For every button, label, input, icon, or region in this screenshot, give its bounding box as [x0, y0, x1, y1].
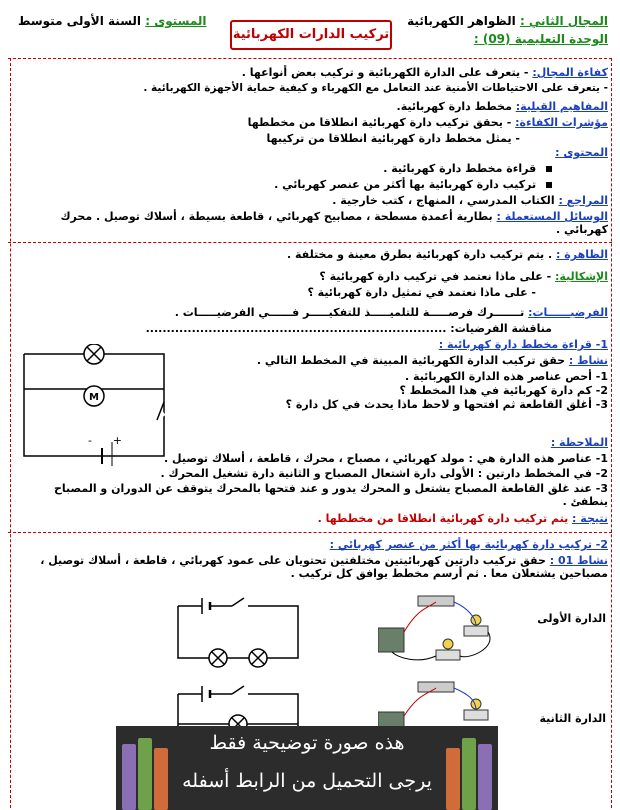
level-line: [18, 14, 207, 28]
content-label: المحتوى :: [555, 146, 608, 159]
indicators-line2: - يمثل مخطط دارة كهربائية انطلاقا من تركيبها: [266, 132, 520, 145]
circuit2-label: الدارة الثانية: [539, 712, 606, 725]
field-line: [407, 14, 608, 28]
minus-sign: -: [88, 434, 92, 447]
note-label: الملاحظة :: [550, 436, 608, 449]
motor-label: M: [89, 392, 99, 403]
content-item-2: تركيب دارة كهربائية بها أكثر من عنصر كهربائي .: [274, 178, 552, 191]
margin-line-left: [10, 58, 11, 808]
overlay-line1: هذه صورة توضيحية فقط: [209, 732, 405, 754]
section1-q3: 3- أغلق القاطعة ثم افتحها و لاحظ ماذا يحدث في كل دارة ؟: [285, 398, 608, 411]
level-value: السنة الأولى متوسط: [18, 14, 142, 28]
note-2: 2- في المخطط دارتين : الأولى دارة اشتعال المصباح و الثانية دارة تشغيل المحرك .: [160, 467, 608, 480]
level-label: المستوى :: [145, 14, 207, 28]
competence-label: كفاءة المجال:: [532, 66, 608, 79]
competence-line1: كفاءة المجال: - يتعرف على الدارة الكهربائية و تركيب بعض أنواعها .: [241, 66, 608, 79]
divider: [8, 242, 612, 243]
circuit1-photo: [378, 588, 508, 672]
section2-activity: نشاط 01 : حقق تركيب دارتين كهربائيتين مختلفتين تحتويان على عمود كهربائي ، قاطعة ، أسلاك توصيل ، مصباحين يشتعلان معا . ثم أرسم مخطط يوافق كل تركيب .: [40, 554, 608, 580]
note-1: 1- عناصر هذه الدارة هي : مولد كهربائي ، مصباح ، محرك ، قاطعة ، أسلاك توصيل .: [164, 452, 608, 465]
section2-title: 2- تركيب دارة كهربائية بها أكثر من عنصر كهربائي :: [329, 538, 608, 551]
margin-line-right: [611, 58, 612, 808]
indicators-line1: مؤشرات الكفاءة: - يحقق تركيب دارة كهربائية انطلاقا من مخططها: [247, 116, 608, 129]
lesson-sheet: [8, 8, 612, 808]
note-3: 3- عند غلق القاطعة المصباح يشتعل و المحرك يدور و عند فتحها بالمحرك يتوقف عن الدوران و المصباح ينطفئ .: [53, 482, 608, 508]
hypotheses: الفرضيــــــات: تـــــــرك فرصـــــة للتلميـــــذ للتفكيـــــر فــــــي الفرضيـــــات .: [174, 306, 608, 319]
circuit1-schematic: [168, 596, 308, 668]
tools: الوسائل المستعملة : بطارية أعمدة مسطحة ، مصابيح كهربائي ، قاطعة بسيطة ، أسلاك توصيل . محرك كهربائي .: [60, 210, 608, 236]
download-overlay-banner: [116, 726, 498, 810]
parallel-circuit-diagram: [14, 344, 174, 466]
prior-concepts: المفاهيم القبلية: مخطط دارة كهربائية.: [396, 100, 608, 113]
overlay-line2: يرجى التحميل من الرابط أسفله: [182, 770, 432, 792]
header: [8, 8, 612, 52]
field-value: الظواهر الكهربائية: [407, 14, 516, 28]
circuit1-label: الدارة الأولى: [537, 612, 606, 625]
competence-line2: - يتعرف على الاحتياطات الأمنية عند التعامل مع الكهرباء و كيفية حماية الأجهزة الكهربائية .: [143, 82, 608, 94]
content-item-1: قراءة مخطط دارة كهربائية .: [383, 162, 552, 175]
problem-line1: الإشكالية: - على ماذا نعتمد في تركيب دارة كهربائية ؟: [319, 270, 608, 283]
plus-sign: +: [112, 434, 122, 447]
section1-q1: 1- أحص عناصر هذه الدارة الكهربائية .: [405, 370, 608, 383]
section1-activity: نشاط : حقق تركيب الدارة الكهربائية المبينة في المخطط التالي .: [256, 354, 608, 367]
phenomenon: الظاهرة : . يتم تركيب دارة كهربائية بطرق معينة و مختلفة .: [286, 248, 608, 261]
problem-line2: - على ماذا نعتمد في تمثيل دارة كهربائية ؟: [307, 286, 536, 299]
unit-label: الوحدة التعليمية (09) :: [473, 32, 608, 46]
divider: [8, 532, 612, 533]
field-label: المجال الثاني :: [519, 14, 608, 28]
bullet-icon: [546, 166, 552, 172]
bullet-icon: [546, 182, 552, 188]
result: نتيجة : يتم تركيب دارة كهربائية انطلاقا من مخططها .: [317, 512, 608, 525]
lesson-title: تركيب الدارات الكهربائية: [230, 20, 392, 50]
hypotheses-discussion: مناقشة الفرضيات: ........................................................................: [145, 322, 552, 335]
divider: [8, 58, 612, 59]
references: المراجع : الكتاب المدرسي ، المنهاج ، كتب خارجية .: [332, 194, 608, 207]
section1-q2: 2- كم دارة كهربائية في هذا المخطط ؟: [399, 384, 608, 397]
section1-title: 1- قراءة مخطط دارة كهربائية :: [438, 338, 608, 351]
